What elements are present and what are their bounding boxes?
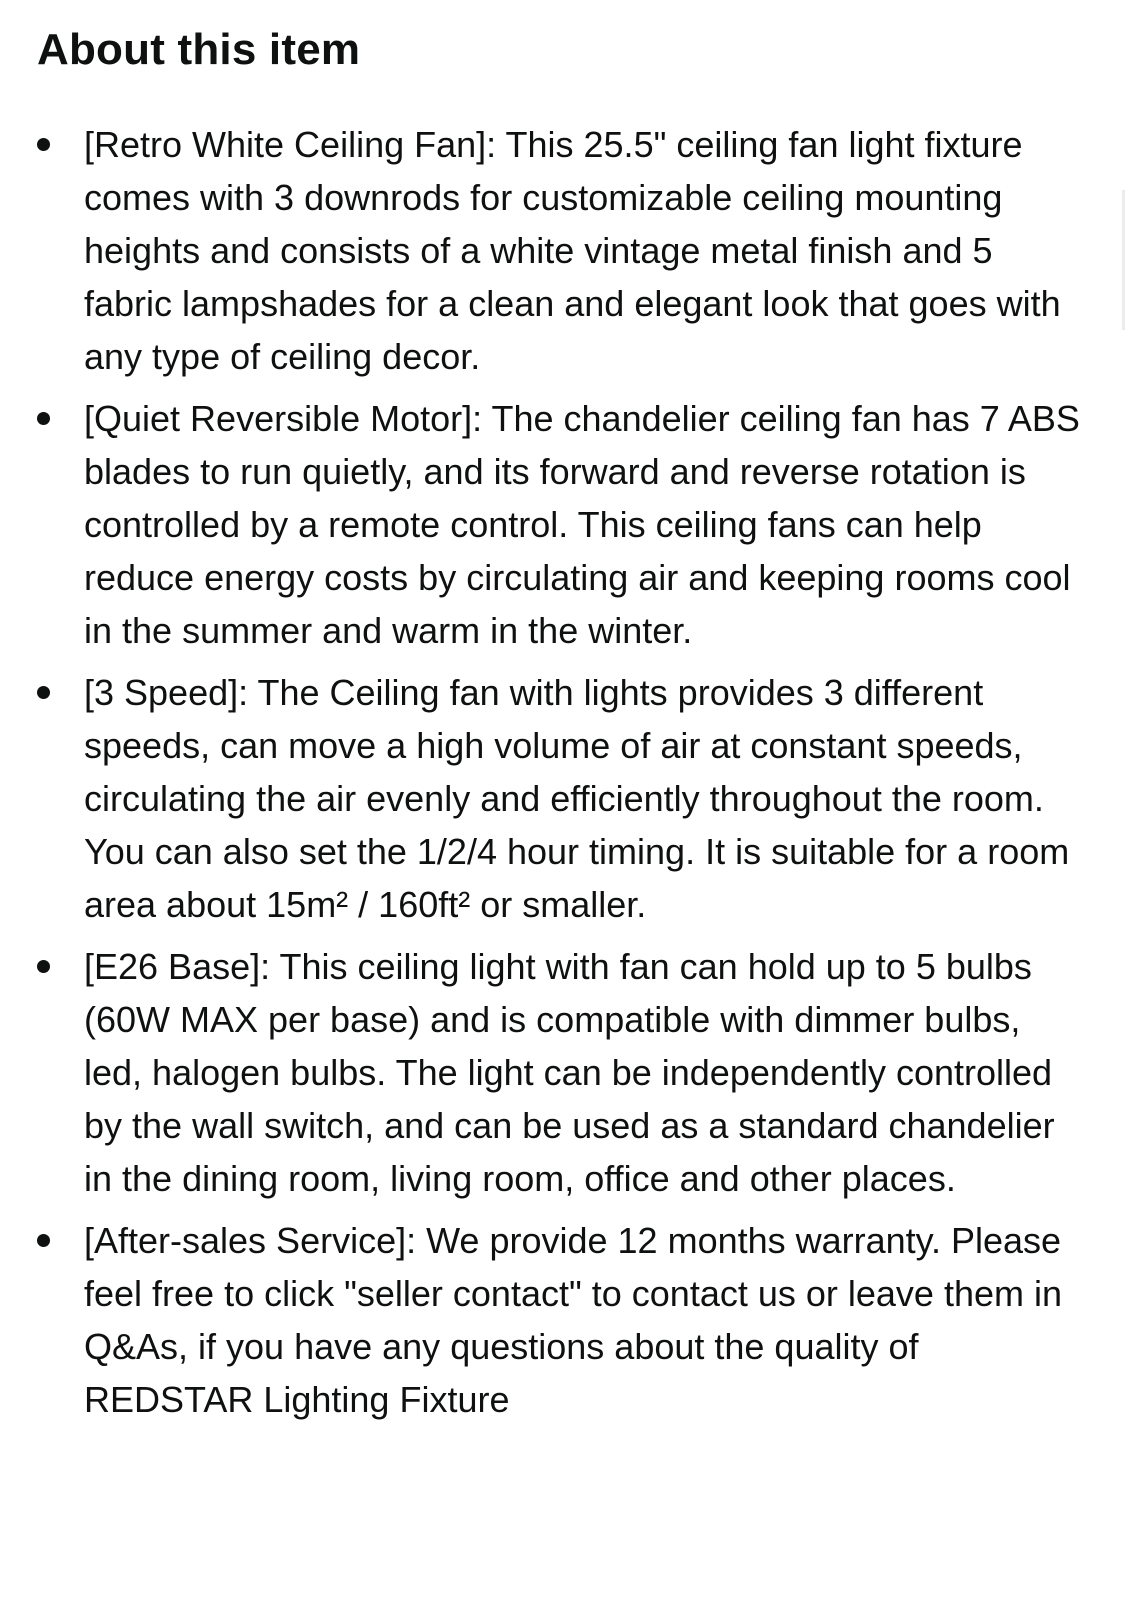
bullet-dot-icon xyxy=(37,960,50,973)
feature-bullet-list xyxy=(0,118,1125,1435)
feature-bullet-quiet-reversible-motor xyxy=(0,392,1125,657)
feature-bullet-retro-white-ceiling-fan xyxy=(0,118,1125,383)
feature-bullet-text: [After-sales Service]: We provide 12 months warranty. Please feel free to click "seller contact" to contact us or leave them in Q&As, if you have any questions about the quality of REDSTAR Lighting Fixture xyxy=(84,1220,1063,1420)
feature-bullet-text: [E26 Base]: This ceiling light with fan can hold up to 5 bulbs (60W MAX per base) and is compatible with dimmer bulbs, led, halogen bulbs. The light can be independently controlled by the wall switch, and can be used as a standard chandelier in the dining room, living room, office and other places. xyxy=(84,946,1055,1199)
bullet-dot-icon xyxy=(37,1234,50,1247)
bullet-dot-icon xyxy=(37,686,50,699)
bullet-dot-icon xyxy=(37,412,50,425)
feature-bullet-text: [3 Speed]: The Ceiling fan with lights provides 3 different speeds, can move a high volume of air at constant speeds, circulating the air evenly and efficiently throughout the room. You can also set the 1/2/4 hour timing. It is suitable for a room area about 15m² / 160ft² or smaller. xyxy=(84,672,1070,925)
feature-bullet-3-speed xyxy=(0,666,1125,931)
feature-bullet-after-sales-service xyxy=(0,1214,1125,1426)
feature-bullet-text: [Retro White Ceiling Fan]: This 25.5" ceiling fan light fixture comes with 3 downrods for customizable ceiling mounting heights and consists of a white vintage metal finish and 5 fabric lampshades for a clean and elegant look that goes with any type of ceiling decor. xyxy=(84,124,1061,377)
bullet-dot-icon xyxy=(37,138,50,151)
feature-bullet-text: [Quiet Reversible Motor]: The chandelier ceiling fan has 7 ABS blades to run quietly, and its forward and reverse rotation is controlled by a remote control. This ceiling fans can help reduce energy costs by circulating air and keeping rooms cool in the summer and warm in the winter. xyxy=(84,398,1080,651)
feature-bullet-e26-base xyxy=(0,940,1125,1205)
section-heading: About this item xyxy=(37,25,361,74)
